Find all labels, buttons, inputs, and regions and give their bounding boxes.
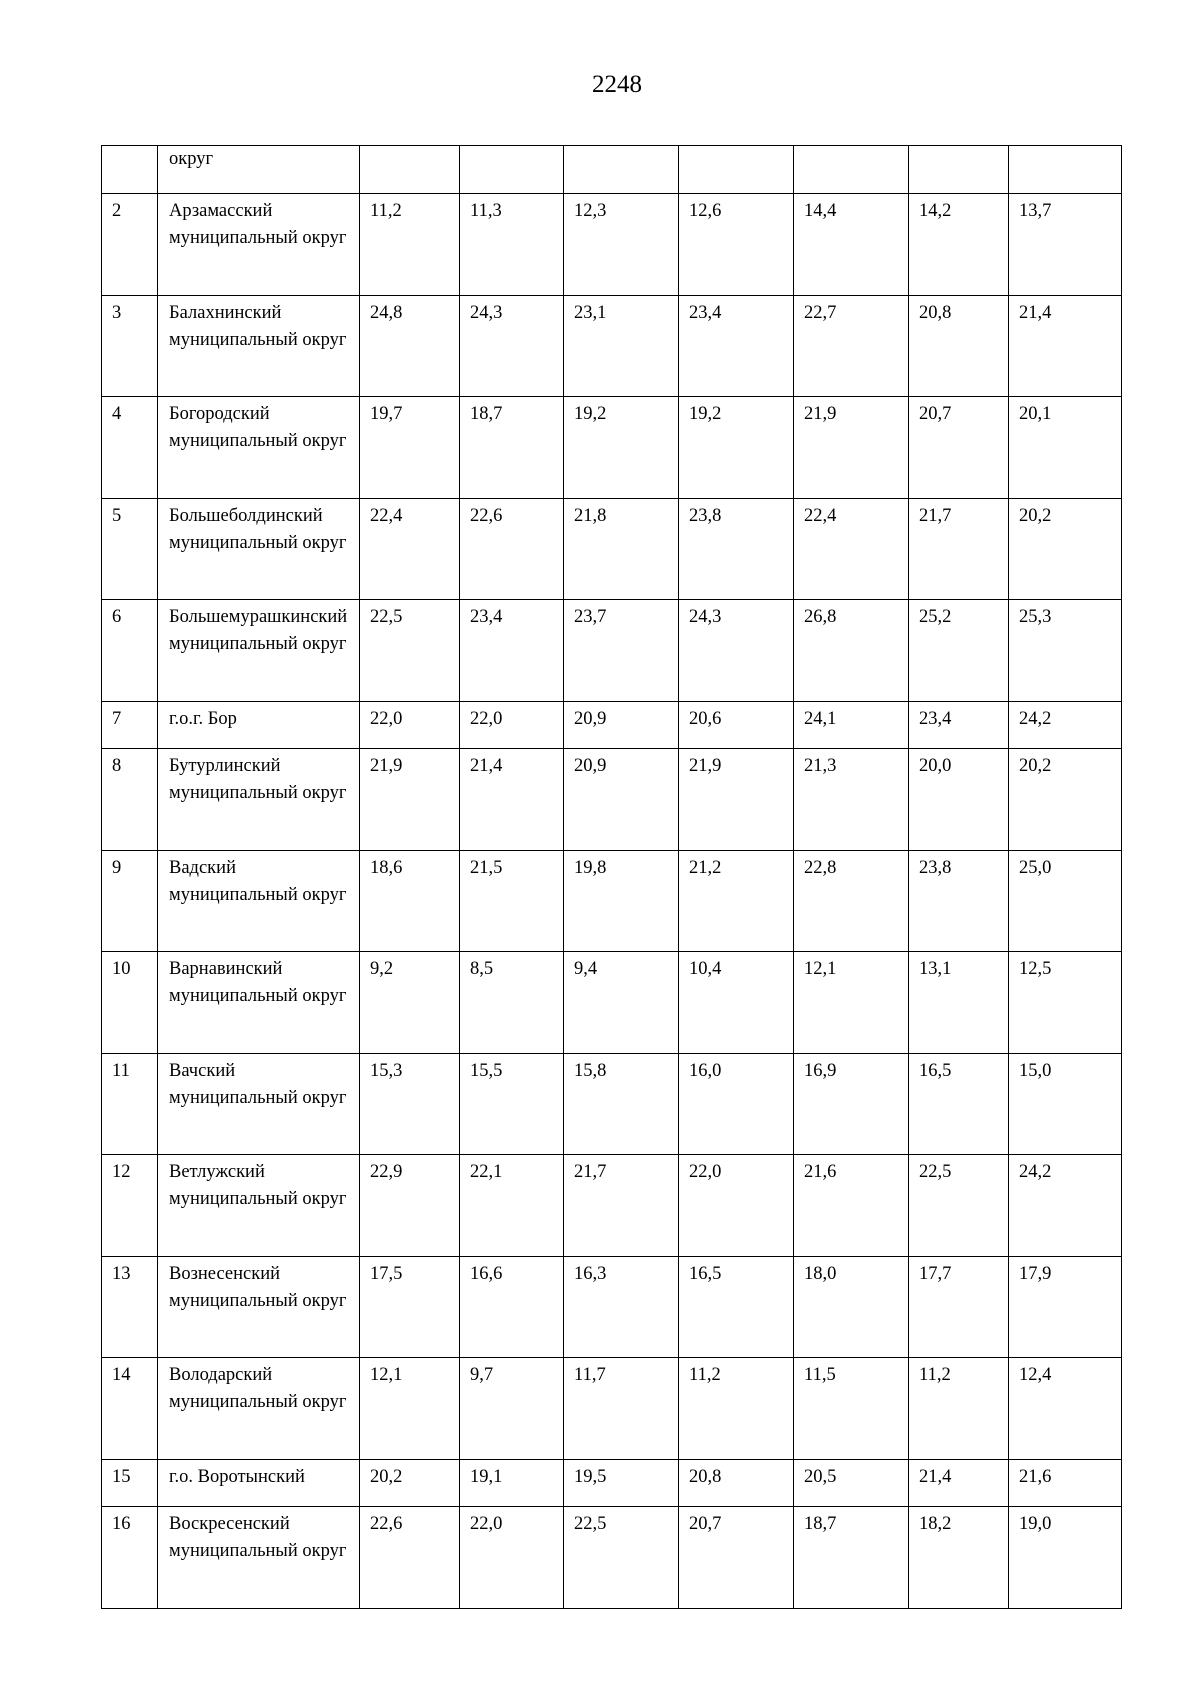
table-row — [102, 1053, 1122, 1155]
value-cell: 24,3 — [460, 295, 564, 397]
value-cell: 12,5 — [1009, 952, 1122, 1054]
value-cell: 11,5 — [794, 1358, 909, 1460]
value-cell: 21,2 — [679, 850, 794, 952]
value-cell: 24,3 — [679, 600, 794, 702]
value-cell: 17,7 — [909, 1256, 1009, 1358]
value-cell: 19,2 — [679, 397, 794, 499]
value-cell: 16,5 — [909, 1053, 1009, 1155]
value-cell: 19,0 — [1009, 1507, 1122, 1609]
table-body — [102, 146, 1122, 1609]
value-cell: 21,9 — [360, 749, 460, 851]
value-cell: 20,2 — [1009, 749, 1122, 851]
table-row — [102, 498, 1122, 600]
value-cell: 22,8 — [794, 850, 909, 952]
value-cell: 22,0 — [360, 701, 460, 749]
value-cell: 25,0 — [1009, 850, 1122, 952]
row-number-cell: 4 — [102, 397, 158, 499]
value-cell: 15,3 — [360, 1053, 460, 1155]
value-cell: 18,7 — [460, 397, 564, 499]
value-cell: 20,9 — [564, 701, 679, 749]
value-cell: 13,1 — [909, 952, 1009, 1054]
value-cell: 16,0 — [679, 1053, 794, 1155]
district-name-cell: Балахнинский муниципальный округ — [158, 295, 360, 397]
value-cell: 21,6 — [794, 1155, 909, 1257]
value-cell: 19,8 — [564, 850, 679, 952]
row-number-cell: 12 — [102, 1155, 158, 1257]
value-cell: 18,2 — [909, 1507, 1009, 1609]
value-cell: 14,4 — [794, 194, 909, 296]
value-cell: 24,2 — [1009, 701, 1122, 749]
value-cell: 17,9 — [1009, 1256, 1122, 1358]
value-cell: 23,4 — [909, 701, 1009, 749]
row-number-cell: 16 — [102, 1507, 158, 1609]
value-cell: 21,5 — [460, 850, 564, 952]
value-cell: 11,3 — [460, 194, 564, 296]
value-cell: 21,3 — [794, 749, 909, 851]
table-row — [102, 1256, 1122, 1358]
district-name-cell: Арзамасский муниципальный округ — [158, 194, 360, 296]
value-cell: 11,7 — [564, 1358, 679, 1460]
value-cell: 12,3 — [564, 194, 679, 296]
value-cell: 22,0 — [679, 1155, 794, 1257]
value-cell: 23,7 — [564, 600, 679, 702]
value-cell: 18,6 — [360, 850, 460, 952]
district-name-cell: Володарский муниципальный округ — [158, 1358, 360, 1460]
value-cell — [679, 146, 794, 194]
value-cell: 20,0 — [909, 749, 1009, 851]
value-cell: 21,7 — [564, 1155, 679, 1257]
district-name-cell: Большемурашкинский муниципальный округ — [158, 600, 360, 702]
value-cell: 26,8 — [794, 600, 909, 702]
value-cell: 19,2 — [564, 397, 679, 499]
value-cell: 18,7 — [794, 1507, 909, 1609]
value-cell: 21,4 — [1009, 295, 1122, 397]
value-cell: 20,5 — [794, 1459, 909, 1507]
value-cell: 23,8 — [679, 498, 794, 600]
value-cell: 22,5 — [564, 1507, 679, 1609]
value-cell: 22,0 — [460, 701, 564, 749]
table-row — [102, 850, 1122, 952]
value-cell: 20,8 — [909, 295, 1009, 397]
value-cell: 20,2 — [360, 1459, 460, 1507]
value-cell — [564, 146, 679, 194]
value-cell: 22,0 — [460, 1507, 564, 1609]
row-number-cell: 8 — [102, 749, 158, 851]
table-row — [102, 397, 1122, 499]
value-cell: 10,4 — [679, 952, 794, 1054]
value-cell: 15,8 — [564, 1053, 679, 1155]
district-name-cell: Вачский муниципальный округ — [158, 1053, 360, 1155]
table-row — [102, 295, 1122, 397]
row-number-cell: 14 — [102, 1358, 158, 1460]
value-cell: 20,7 — [679, 1507, 794, 1609]
value-cell: 24,8 — [360, 295, 460, 397]
value-cell: 22,7 — [794, 295, 909, 397]
row-number-cell: 13 — [102, 1256, 158, 1358]
value-cell: 22,5 — [909, 1155, 1009, 1257]
value-cell: 11,2 — [679, 1358, 794, 1460]
value-cell: 22,6 — [460, 498, 564, 600]
value-cell: 22,6 — [360, 1507, 460, 1609]
value-cell: 9,2 — [360, 952, 460, 1054]
table-row — [102, 749, 1122, 851]
row-number-cell: 3 — [102, 295, 158, 397]
row-number-cell: 2 — [102, 194, 158, 296]
value-cell: 12,1 — [360, 1358, 460, 1460]
page-number: 2248 — [592, 71, 642, 98]
table-row — [102, 701, 1122, 749]
value-cell: 21,9 — [679, 749, 794, 851]
value-cell: 22,5 — [360, 600, 460, 702]
value-cell: 11,2 — [909, 1358, 1009, 1460]
district-name-cell: Воскресенский муниципальный округ — [158, 1507, 360, 1609]
row-number-cell: 10 — [102, 952, 158, 1054]
value-cell: 18,0 — [794, 1256, 909, 1358]
value-cell: 12,4 — [1009, 1358, 1122, 1460]
value-cell — [360, 146, 460, 194]
district-name-cell: Вознесенский муниципальный округ — [158, 1256, 360, 1358]
value-cell: 15,0 — [1009, 1053, 1122, 1155]
table-row — [102, 1459, 1122, 1507]
value-cell: 21,7 — [909, 498, 1009, 600]
row-number-cell: 9 — [102, 850, 158, 952]
value-cell: 16,6 — [460, 1256, 564, 1358]
value-cell: 21,4 — [460, 749, 564, 851]
table-row — [102, 146, 1122, 194]
value-cell: 19,7 — [360, 397, 460, 499]
value-cell: 20,6 — [679, 701, 794, 749]
value-cell: 25,3 — [1009, 600, 1122, 702]
district-name-cell: округ — [158, 146, 360, 194]
row-number-cell — [102, 146, 158, 194]
value-cell: 22,9 — [360, 1155, 460, 1257]
value-cell — [1009, 146, 1122, 194]
value-cell: 14,2 — [909, 194, 1009, 296]
value-cell: 12,1 — [794, 952, 909, 1054]
row-number-cell: 5 — [102, 498, 158, 600]
district-name-cell: Большеболдинский муниципальный округ — [158, 498, 360, 600]
table-row — [102, 194, 1122, 296]
table-row — [102, 1507, 1122, 1609]
value-cell: 16,9 — [794, 1053, 909, 1155]
value-cell: 12,6 — [679, 194, 794, 296]
row-number-cell: 11 — [102, 1053, 158, 1155]
district-name-cell: Варнавинский муниципальный округ — [158, 952, 360, 1054]
value-cell — [460, 146, 564, 194]
district-name-cell: Бутурлинский муниципальный округ — [158, 749, 360, 851]
value-cell: 21,8 — [564, 498, 679, 600]
value-cell: 20,8 — [679, 1459, 794, 1507]
value-cell — [794, 146, 909, 194]
value-cell: 25,2 — [909, 600, 1009, 702]
value-cell — [909, 146, 1009, 194]
row-number-cell: 15 — [102, 1459, 158, 1507]
value-cell: 16,3 — [564, 1256, 679, 1358]
value-cell: 22,4 — [360, 498, 460, 600]
value-cell: 17,5 — [360, 1256, 460, 1358]
value-cell: 22,4 — [794, 498, 909, 600]
value-cell: 21,6 — [1009, 1459, 1122, 1507]
value-cell: 8,5 — [460, 952, 564, 1054]
district-name-cell: Богородский муниципальный округ — [158, 397, 360, 499]
value-cell: 23,8 — [909, 850, 1009, 952]
value-cell: 22,1 — [460, 1155, 564, 1257]
value-cell: 19,1 — [460, 1459, 564, 1507]
value-cell: 13,7 — [1009, 194, 1122, 296]
value-cell: 20,1 — [1009, 397, 1122, 499]
table-row — [102, 600, 1122, 702]
row-number-cell: 6 — [102, 600, 158, 702]
value-cell: 20,2 — [1009, 498, 1122, 600]
value-cell: 24,2 — [1009, 1155, 1122, 1257]
district-name-cell: г.о.г. Бор — [158, 701, 360, 749]
value-cell: 11,2 — [360, 194, 460, 296]
value-cell: 24,1 — [794, 701, 909, 749]
table-row — [102, 1155, 1122, 1257]
value-cell: 15,5 — [460, 1053, 564, 1155]
district-name-cell: Вадский муниципальный округ — [158, 850, 360, 952]
value-cell: 9,7 — [460, 1358, 564, 1460]
value-cell: 20,9 — [564, 749, 679, 851]
value-cell: 16,5 — [679, 1256, 794, 1358]
table-row — [102, 952, 1122, 1054]
value-cell: 23,1 — [564, 295, 679, 397]
value-cell: 23,4 — [460, 600, 564, 702]
value-cell: 21,9 — [794, 397, 909, 499]
district-name-cell: г.о. Воротынский — [158, 1459, 360, 1507]
value-cell: 21,4 — [909, 1459, 1009, 1507]
row-number-cell: 7 — [102, 701, 158, 749]
data-table — [101, 145, 1122, 1609]
district-name-cell: Ветлужский муниципальный округ — [158, 1155, 360, 1257]
value-cell: 20,7 — [909, 397, 1009, 499]
value-cell: 9,4 — [564, 952, 679, 1054]
value-cell: 19,5 — [564, 1459, 679, 1507]
table-row — [102, 1358, 1122, 1460]
value-cell: 23,4 — [679, 295, 794, 397]
